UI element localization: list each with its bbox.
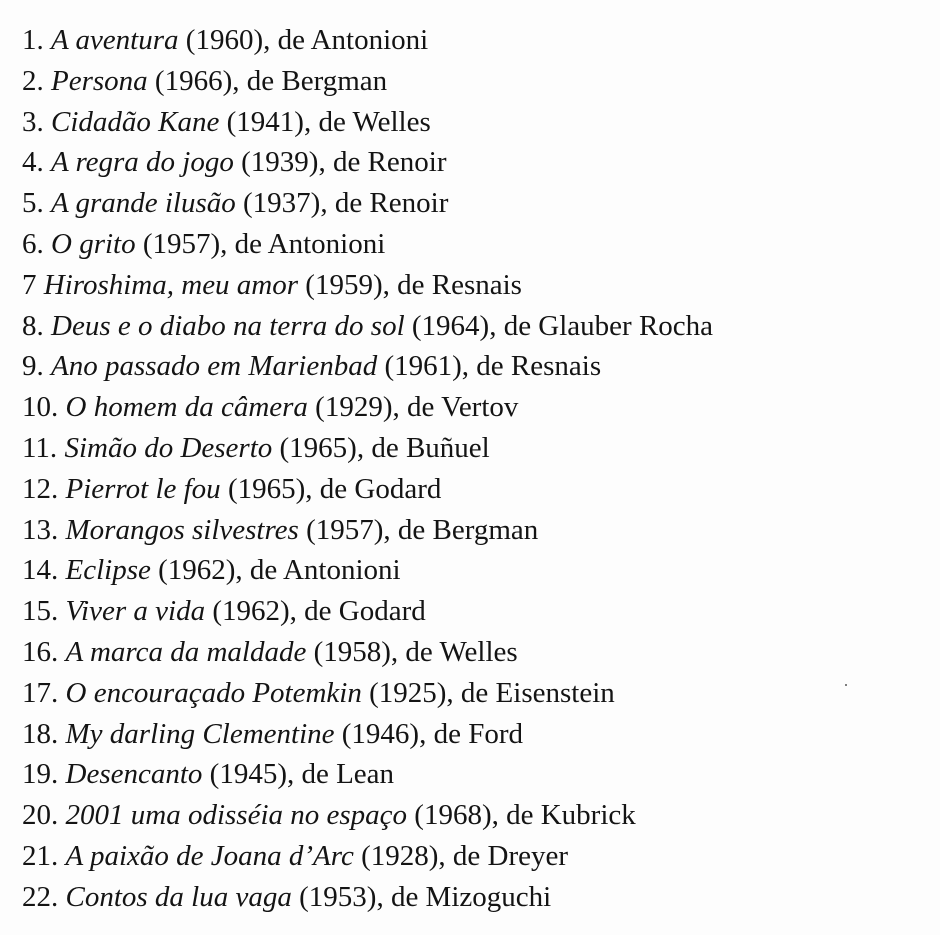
film-year-director: (1962), de Godard [205, 595, 426, 628]
film-list-item [22, 224, 713, 265]
film-year-director: (1953), de Mizoguchi [291, 880, 552, 913]
film-list-item [22, 428, 713, 469]
film-title: Deus e o diabo na terra do sol [51, 309, 405, 342]
film-year-director: (1957), de Antonioni [135, 227, 386, 260]
film-title: Contos da lua vaga [65, 880, 292, 913]
film-title: Eclipse [65, 554, 151, 587]
film-number: 8. [22, 309, 44, 342]
film-list-item [22, 183, 713, 224]
film-year-director: (1939), de Renoir [233, 146, 447, 179]
film-title: Morangos silvestres [65, 513, 299, 546]
film-number: 13. [22, 513, 59, 546]
film-year-director: (1946), de Ford [334, 717, 523, 750]
film-list-item [22, 469, 713, 510]
film-number: 16. [22, 635, 59, 668]
film-title: Persona [51, 64, 148, 97]
film-title: My darling Clementine [65, 717, 335, 750]
film-title: A grande ilusão [51, 187, 236, 220]
film-year-director: (1965), de Godard [220, 472, 442, 505]
film-year-director: (1964), de Glauber Rocha [404, 309, 714, 342]
film-number: 1. [22, 24, 44, 56]
film-number: 20. [22, 799, 59, 832]
film-list-item [22, 550, 713, 591]
film-list-item [22, 877, 713, 918]
film-number: 12. [22, 472, 59, 505]
film-year-director: (1959), de Resnais [298, 268, 522, 301]
film-number: 7 [22, 268, 37, 301]
film-number: 5. [22, 187, 44, 220]
film-year-director: (1937), de Renoir [235, 187, 449, 220]
film-number: 3. [22, 105, 44, 138]
film-list-item [22, 20, 713, 61]
film-number: 17. [22, 676, 59, 709]
film-list-item [22, 265, 713, 306]
film-list-item [22, 142, 713, 183]
film-number: 21. [22, 839, 59, 872]
film-year-director: (1945), de Lean [202, 758, 395, 791]
film-year-director: (1958), de Welles [306, 635, 518, 668]
film-title: Desencanto [65, 758, 203, 791]
film-title: A marca da maldade [65, 635, 307, 668]
film-title: Hiroshima, meu amor [43, 268, 299, 301]
film-year-director: (1966), de Bergman [147, 64, 388, 97]
film-title: Cidadão Kane [51, 105, 220, 138]
film-title: O grito [51, 227, 136, 260]
film-year-director: (1962), de Antonioni [150, 554, 401, 587]
film-year-director: (1961), de Resnais [377, 350, 602, 383]
film-number: 9. [22, 350, 44, 383]
film-list-item [22, 795, 713, 836]
film-number: 11. [22, 431, 58, 464]
film-number: 19. [22, 758, 59, 791]
film-year-director: (1928), de Dreyer [353, 839, 569, 872]
film-title: 2001 uma odisséia no espaço [65, 799, 408, 832]
film-year-director: (1957), de Bergman [298, 513, 539, 546]
film-title: A paixão de Joana d’Arc [65, 839, 354, 872]
film-list-item [22, 754, 713, 795]
film-list-item [22, 510, 713, 551]
scan-speck [845, 684, 847, 686]
film-year-director: (1960), de Antonioni [178, 24, 429, 56]
film-list-item [22, 61, 713, 102]
film-year-director: (1965), de Buñuel [272, 431, 490, 464]
film-year-director: (1968), de Kubrick [407, 799, 636, 832]
film-number: 6. [22, 227, 44, 260]
film-title: Ano passado em Marienbad [51, 350, 378, 383]
film-list-item [22, 591, 713, 632]
film-number: 22. [22, 880, 59, 913]
film-title: O homem da câmera [65, 391, 308, 424]
film-title: Simão do Deserto [64, 431, 273, 464]
film-list-item [22, 346, 713, 387]
film-year-director: (1925), de Eisenstein [361, 676, 615, 709]
film-list-item [22, 714, 713, 755]
film-list-item [22, 673, 713, 714]
film-title: Viver a vida [65, 595, 206, 628]
film-list-item [22, 102, 713, 143]
film-number: 15. [22, 595, 59, 628]
film-title: A aventura [51, 24, 179, 56]
film-title: Pierrot le fou [65, 472, 221, 505]
film-title: A regra do jogo [51, 146, 234, 179]
film-number: 10. [22, 391, 59, 424]
film-title: O encouraçado Potemkin [65, 676, 362, 709]
film-number: 18. [22, 717, 59, 750]
film-list-item [22, 836, 713, 877]
film-list-item [22, 306, 713, 347]
film-list-item [22, 632, 713, 673]
film-number: 4. [22, 146, 44, 179]
film-number: 2. [22, 64, 44, 97]
film-list [22, 20, 713, 918]
film-year-director: (1929), de Vertov [307, 391, 519, 424]
film-year-director: (1941), de Welles [219, 105, 431, 138]
film-number: 14. [22, 554, 59, 587]
film-list-item [22, 387, 713, 428]
